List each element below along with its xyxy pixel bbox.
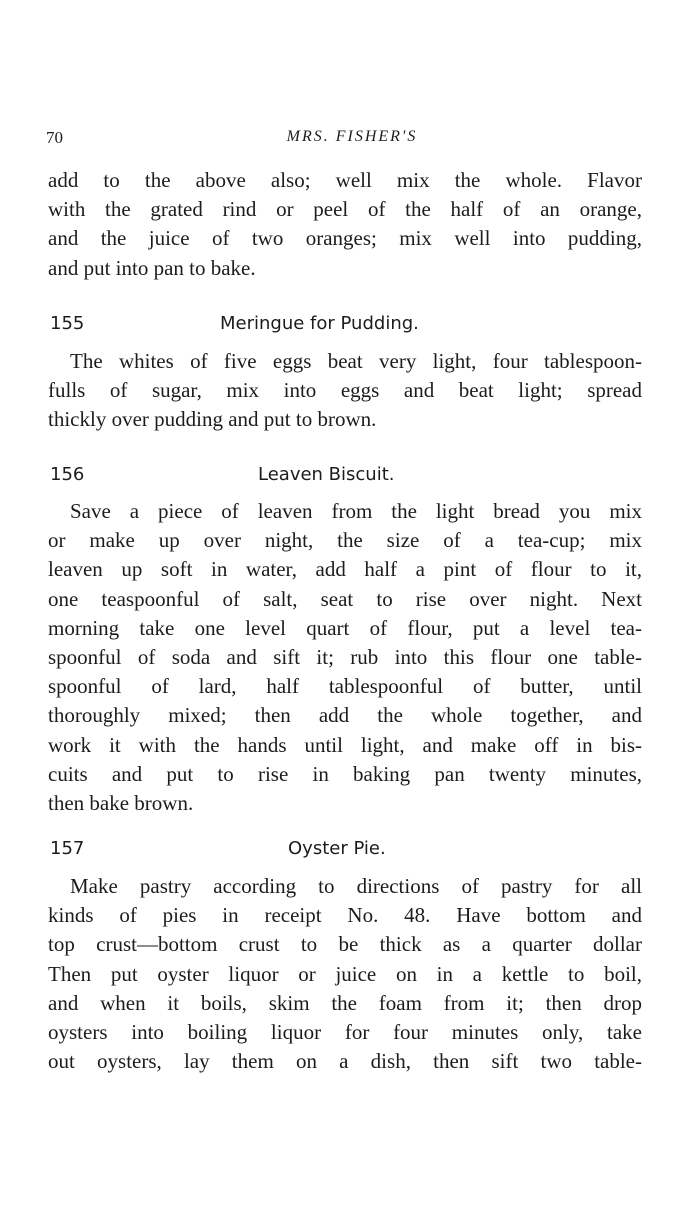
text-line: top crust—bottom crust to be thick as a quarter dollar — [48, 932, 642, 957]
text-line: The whites of five eggs beat very light, four tablespoon- — [70, 349, 642, 373]
text-line: then bake brown. — [48, 791, 194, 816]
text-line: one teaspoonful of salt, seat to rise over night. Next — [48, 586, 642, 611]
text-line: and the juice of two oranges; mix well into pudding, — [48, 226, 642, 251]
text-line: spoonful of soda and sift it; rub into this flour one table- — [48, 645, 642, 670]
running-title: MRS. FISHER'S — [286, 128, 418, 145]
running-head — [46, 128, 646, 152]
text-line: and put into pan to bake. — [48, 255, 256, 280]
text-line: or make up over night, the size of a tea-cup; mix — [48, 528, 642, 553]
recipe-number: 155 — [50, 313, 85, 334]
page-number: 70 — [46, 128, 63, 147]
text-line: with the grated rind or peel of the half of an orange, — [48, 197, 642, 222]
text-line: oysters into boiling liquor for four minutes only, take — [48, 1020, 642, 1045]
text-line: work it with the hands until light, and make off in bis- — [48, 732, 642, 757]
text-line: morning take one level quart of flour, put a level tea- — [48, 615, 642, 640]
text-line: thickly over pudding and put to brown. — [48, 407, 377, 432]
text-line: Save a piece of leaven from the light bread you mix — [70, 499, 642, 523]
recipe-number: 157 — [50, 838, 85, 859]
recipe-heading-155 — [48, 313, 642, 341]
continuation-paragraph — [48, 166, 642, 283]
text-line: cuits and put to rise in baking pan twenty minutes, — [48, 761, 642, 786]
text-line: leaven up soft in water, add half a pint of flour to it, — [48, 557, 642, 582]
recipe-body-156 — [48, 497, 642, 818]
text-line: Make pastry according to directions of pastry for all — [70, 874, 642, 898]
recipe-body-155 — [48, 347, 642, 435]
text-line: spoonful of lard, half tablespoonful of butter, until — [48, 674, 642, 699]
text-line: add to the above also; well mix the whole. Flavor — [48, 168, 642, 192]
text-line: fulls of sugar, mix into eggs and beat light; spread — [48, 378, 642, 403]
recipe-title: Meringue for Pudding. — [220, 313, 419, 334]
text-line: kinds of pies in receipt No. 48. Have bottom and — [48, 903, 642, 928]
recipe-number: 156 — [50, 464, 85, 485]
recipe-title: Leaven Biscuit. — [258, 464, 395, 485]
text-line: Then put oyster liquor or juice on in a kettle to boil, — [48, 961, 642, 986]
text-line: out oysters, lay them on a dish, then sift two table- — [48, 1049, 642, 1074]
recipe-heading-156 — [48, 464, 642, 492]
recipe-title: Oyster Pie. — [288, 838, 386, 859]
text-line: and when it boils, skim the foam from it; then drop — [48, 990, 642, 1015]
recipe-body-157 — [48, 872, 642, 1076]
text-line: thoroughly mixed; then add the whole together, and — [48, 703, 642, 728]
recipe-heading-157 — [48, 838, 642, 866]
